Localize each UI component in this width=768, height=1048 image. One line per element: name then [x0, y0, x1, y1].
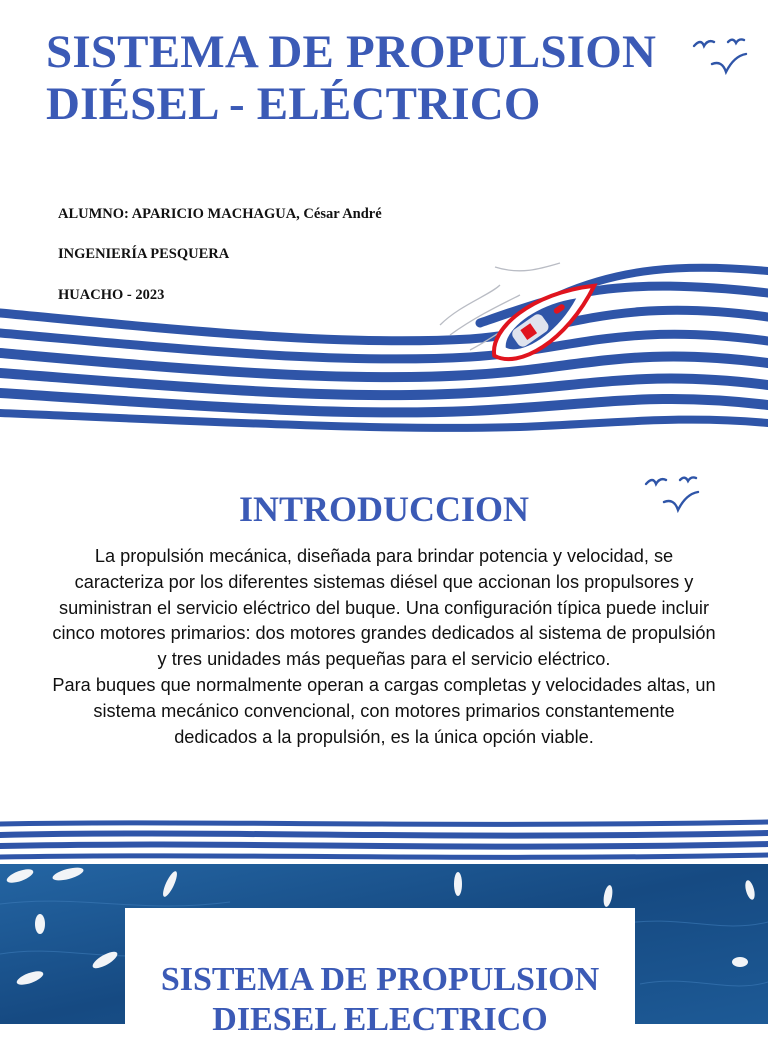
- wave-stripes-divider: [0, 818, 768, 866]
- introduction-paragraph: La propulsión mecánica, diseñada para brindar potencia y velocidad, se caracteriza por los diferentes sistemas diésel que accionan los propulsores y suministran el servicio eléctrico del buque. Una configuración típica puede incluir cinco motores primarios: dos motores grandes dedicados al sistema de propulsión y tres unidades más pequeñas para el servicio eléctrico.: [52, 546, 716, 670]
- speedboat-icon: [466, 258, 616, 388]
- career-name: INGENIERÍA PESQUERA: [58, 246, 230, 262]
- seagulls-icon: [688, 34, 752, 82]
- section-title-card: [125, 908, 635, 1048]
- introduction-body: [50, 544, 718, 750]
- section-title: SISTEMA DE PROPULSION DIESEL ELECTRICO: [160, 961, 600, 1038]
- introduction-heading: INTRODUCCION: [238, 489, 530, 529]
- cover-title: SISTEMA DE PROPULSION DIÉSEL - ELÉCTRICO: [46, 26, 657, 130]
- wave-stripes-illustration: [0, 255, 768, 435]
- place-year: HUACHO - 2023: [58, 287, 165, 303]
- introduction-paragraph: Para buques que normalmente operan a cargas completas y velocidades altas, un sistema mecánico convencional, con motores primarios constantemente dedicados a la propulsión, es la única opción viable.: [52, 674, 716, 747]
- student-name: ALUMNO: APARICIO MACHAGUA, César André: [58, 206, 382, 222]
